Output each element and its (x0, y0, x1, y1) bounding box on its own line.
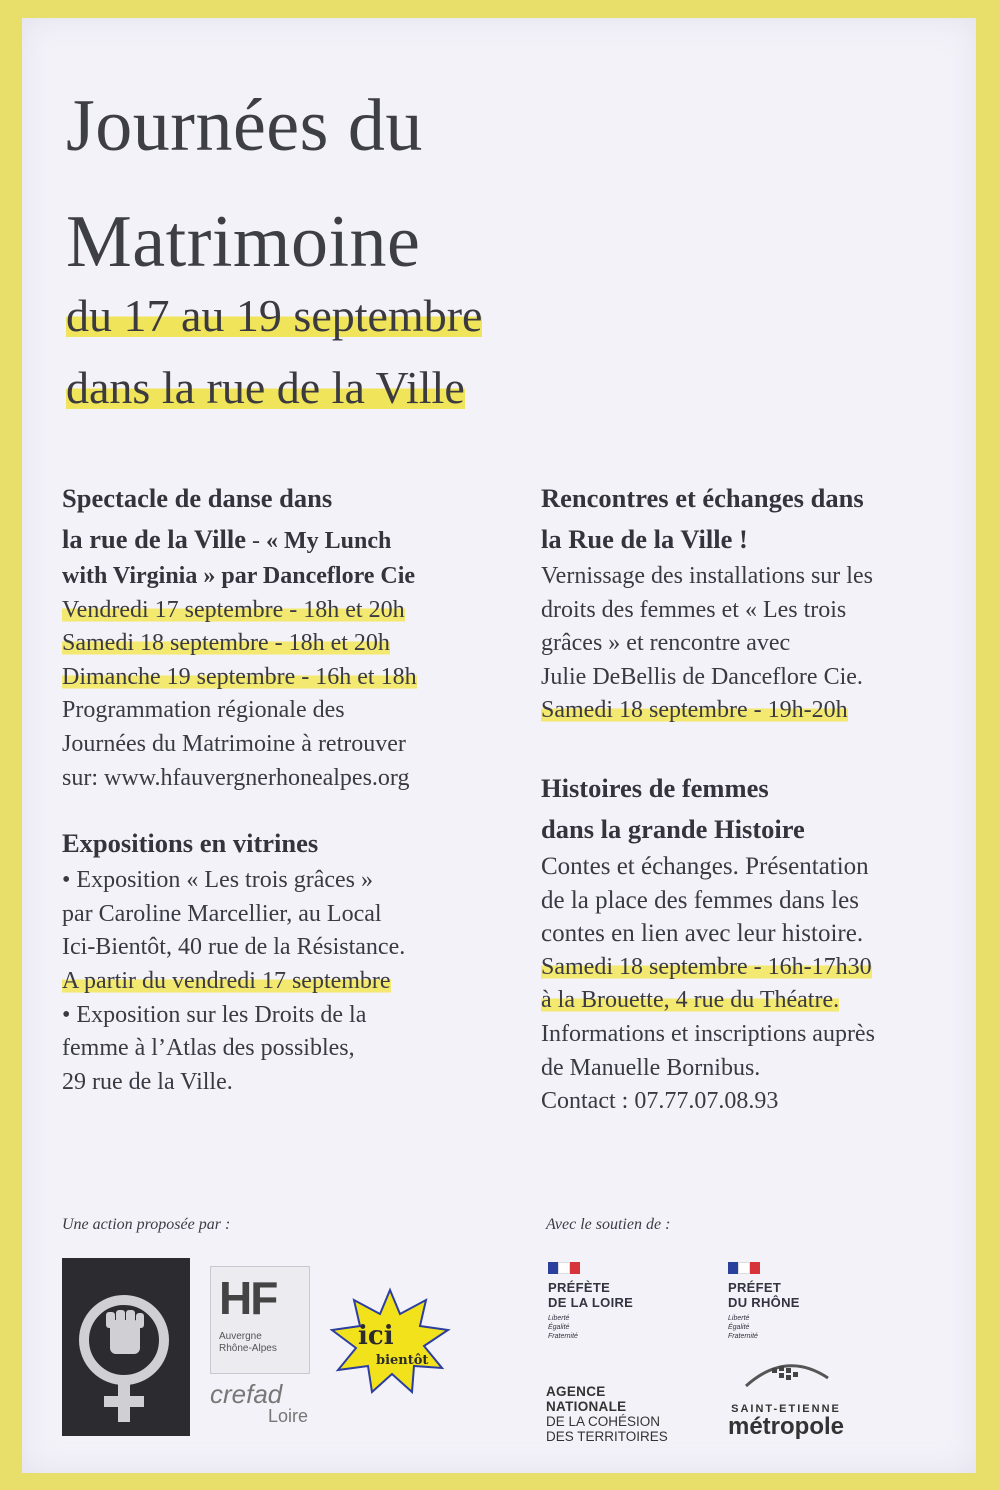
french-flag-icon (548, 1262, 580, 1274)
dance-body-2: Journées du Matrimoine à retrouver (62, 730, 406, 757)
left-column (62, 478, 502, 1099)
dance-date-2: Samedi 18 septembre - 18h et 20h (62, 630, 390, 657)
fist-venus-icon (62, 1258, 190, 1436)
stories-heading-line-1: Histoires de femmes (541, 772, 769, 803)
meet-body-2: droits des femmes et « Les trois (541, 596, 847, 623)
subtitle-dates: du 17 au 19 septembre (66, 290, 483, 341)
french-flag-icon (728, 1262, 760, 1274)
expo-item1-line-1: • Exposition « Les trois grâces » (62, 867, 374, 894)
crefad-logo: crefad Loire (210, 1379, 309, 1426)
expo-heading: Expositions en vitrines (62, 828, 319, 859)
sponsors-credit: Avec le soutien de : (546, 1216, 671, 1233)
spacer (62, 795, 502, 823)
stories-body-2: de la place des femmes dans les (541, 886, 859, 914)
dance-section (62, 478, 502, 795)
stories-info-2: de Manuelle Bornibus. (541, 1054, 761, 1081)
right-column (541, 478, 961, 1119)
stories-info-1: Informations et inscriptions auprès (541, 1020, 875, 1047)
title-line-1: Journées du (66, 85, 423, 167)
meet-date: Samedi 18 septembre - 19h-20h (541, 697, 848, 724)
saint-etienne-metropole-logo: SAINT-ETIENNE métropole (716, 1356, 856, 1439)
meet-heading-line-1: Rencontres et échanges dans (541, 483, 864, 513)
ici-text: ici (358, 1321, 394, 1351)
stories-body-3: contes en lien avec leur histoire. (541, 920, 864, 948)
stories-date-1: Samedi 18 septembre - 16h-17h30 (541, 953, 872, 980)
prefet-rhone-logo: PRÉFET DU RHÔNE Liberté Égalité Fraternité (728, 1262, 800, 1341)
stories-heading-line-2: dans la grande Histoire (541, 813, 805, 844)
expo-section (62, 823, 502, 1099)
expo-item1-line-2: par Caroline Marcellier, au Local (62, 900, 382, 927)
title-line-2: Matrimoine (66, 201, 421, 283)
republic-motto: Liberté Égalité Fraternité (548, 1315, 578, 1340)
poster (22, 18, 976, 1473)
meet-body-1: Vernissage des installations sur les (541, 563, 873, 589)
stories-contact: Contact : 07.77.07.08.93 (541, 1088, 779, 1115)
expo-item2-line-3: 29 rue de la Ville. (62, 1068, 233, 1095)
stories-section (541, 768, 961, 1119)
ici-bientot-logo (328, 1286, 452, 1396)
meet-body-3: grâces » et rencontre avec (541, 630, 791, 657)
metropole-swirl-icon (716, 1356, 856, 1392)
expo-item2-line-2: femme à l’Atlas des possibles, (62, 1035, 355, 1062)
subtitle-location: dans la rue de la Ville (66, 362, 465, 413)
expo-item1-date: A partir du vendredi 17 septembre (62, 967, 391, 994)
republic-motto: Liberté Égalité Fraternité (728, 1315, 758, 1340)
hf-logo-region: Auvergne Rhône-Alpes (219, 1331, 277, 1354)
poster-title (66, 68, 423, 300)
stories-body-1: Contes et échanges. Présentation (541, 852, 869, 880)
dance-body-3: sur: www.hfauvergnerhonealpes.org (62, 764, 410, 791)
dance-date-1: Vendredi 17 septembre - 18h et 20h (62, 596, 405, 623)
feminist-fist-logo (62, 1258, 190, 1436)
partners-credit: Une action proposée par : (62, 1216, 231, 1233)
meet-section (541, 478, 961, 728)
hf-logo-text: HF (219, 1272, 277, 1324)
dance-heading-line-1: Spectacle de danse dans (62, 483, 333, 513)
dance-body-1: Programmation régionale des (62, 697, 345, 724)
prefete-loire-logo: PRÉFÈTE DE LA LOIRE Liberté Égalité Fraternité (548, 1262, 633, 1341)
dance-heading-line-3: with Virginia » par Danceflore Cie (62, 563, 416, 589)
meet-body-4: Julie DeBellis de Danceflore Cie. (541, 663, 863, 690)
dance-heading-line-2: la rue de la Ville - « My Lunch (62, 524, 392, 554)
expo-item2-line-1: • Exposition sur les Droits de la (62, 1001, 367, 1028)
expo-item1-line-3: Ici-Bientôt, 40 rue de la Résistance. (62, 934, 406, 961)
anct-logo: AGENCE NATIONALE DE LA COHÉSION DES TERRITOIRES (546, 1384, 668, 1444)
starburst-icon (328, 1286, 452, 1396)
spacer (541, 728, 961, 768)
dance-date-3: Dimanche 19 septembre - 16h et 18h (62, 663, 417, 690)
stories-date-2: à la Brouette, 4 rue du Théatre. (541, 987, 840, 1014)
meet-heading-line-2: la Rue de la Ville ! (541, 524, 748, 554)
hf-logo (210, 1266, 310, 1374)
bientot-text: bientôt (376, 1353, 429, 1368)
